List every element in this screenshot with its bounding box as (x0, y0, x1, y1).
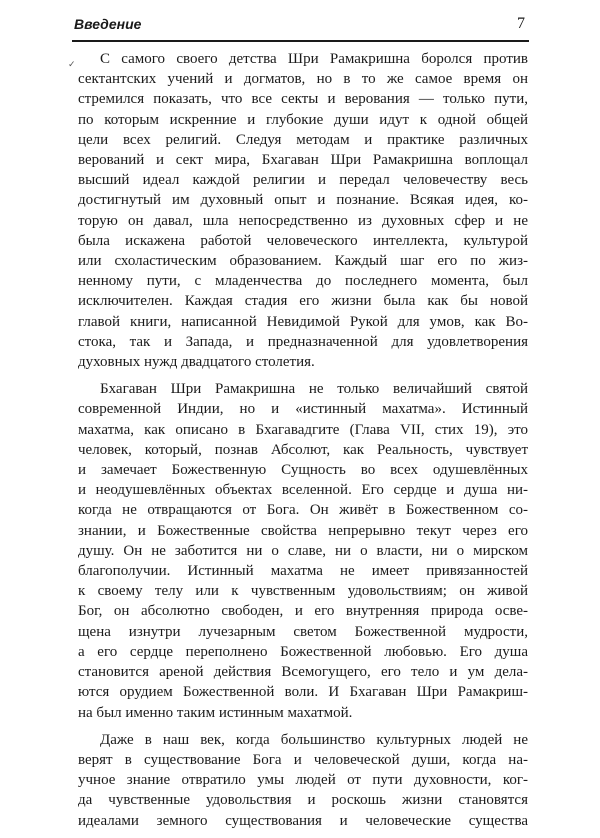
text-line: торую он давал, шла непосредственно из духовных сфер и не (78, 212, 528, 229)
text-line: стремился показать, что все секты и верования — только пути, (78, 91, 528, 108)
text-line: человек, который, познав Абсолют, как Реальность, чувствует (78, 441, 528, 458)
text-line: и замечает Божественную Сущность во всех одушевлённых (78, 462, 528, 479)
text-line: благополучии. Истинный махатма не имеет привязанностей (78, 563, 528, 580)
text-line: становится ареной действия Всемогущего, его тело и ум делa- (78, 664, 528, 681)
text-line: знании, и Божественные свойства непрерывно текут через его (78, 522, 528, 539)
paragraph-2 (78, 379, 528, 722)
text-line: верований и сект мира, Бхагаван Шри Рамакришна воплощал (78, 152, 528, 169)
text-line: к своему телу или к чувственным удовольствиям; он живой (78, 583, 528, 600)
text-line: а его сердце переполнено Божественной любовью. Его душа (78, 643, 528, 660)
text-line: Бог, он абсолютно свободен, и его внутренняя природа осве- (78, 603, 528, 620)
text-line: ются орудием Божественной воли. И Бхагаван Шри Рамакриш- (78, 684, 528, 701)
text-line: С самого своего детства Шри Рамакришна боролся против (100, 51, 528, 67)
text-line: махатма, как описано в Бхагавадгите (Глава VII, стих 19), это (78, 421, 528, 438)
text-line: духовных нужд двадцатого столетия. (78, 354, 315, 371)
text-line: достигнутый им духовный опыт и познание. Всякая идея, ко- (78, 192, 528, 209)
margin-check-mark: ✓ (68, 60, 76, 70)
text-line: Даже в наш век, когда большинство культурных людей не (100, 731, 528, 748)
text-line: сектантских учений и догматов, но в то же самое время он (78, 71, 528, 88)
text-line: цели всех религий. Следуя методам и практике различных (78, 131, 528, 148)
text-line: высший идеал каждой религии и передал человечеству весь (78, 172, 528, 189)
text-line: учное знание отвратило умы людей от пути духовности, ког- (78, 772, 528, 789)
text-line: Бхагаван Шри Рамакришна не только величайший святой (100, 381, 528, 398)
text-line: была искажена работой человеческого интеллекта, культурой (78, 232, 528, 249)
paragraph-1 (78, 49, 528, 372)
chapter-title: Введение (74, 16, 142, 32)
text-line: ненному пути, с младенчества до последнего момента, был (78, 273, 528, 290)
running-header (72, 14, 529, 42)
body-text (78, 49, 528, 838)
text-line: современной Индии, но и «истинный махатма». Истинный (78, 401, 528, 418)
text-line: и неодушевлённых объектах вселенной. Его сердце и душа ни- (78, 482, 528, 499)
text-line: душу. Он не заботится ни о славе, ни о власти, ни о мирском (78, 542, 528, 559)
page-number: 7 (517, 15, 525, 32)
text-line: верят в существование Бога и человеческой души, когда на- (78, 751, 528, 768)
text-line: главой книги, написанной Невидимой Рукой для умов, как Во- (78, 313, 528, 330)
text-line: стока, так и Запада, и предназначенной для удовлетворения (78, 333, 528, 350)
text-line: когда не отвращаются от Бога. Он живёт в Божественном со- (78, 502, 528, 519)
text-line: на был именно таким истинным махатмой. (78, 704, 353, 721)
text-line: исключителен. Каждая стадия его жизни была как бы новой (78, 293, 528, 310)
text-line: щена изнутри лучезарным светом Божественной мудрости, (78, 623, 528, 640)
text-line: по которым искренние и глубокие души идут к одной общей (78, 111, 528, 128)
paragraph-3 (78, 730, 528, 831)
text-line: да чувственные удовольствия и роскошь жизни становятся (78, 792, 528, 809)
text-line: идеалами земного существования и человеческие существа (78, 812, 528, 829)
text-line: или схоластическим образованием. Каждый шаг его по жиз- (78, 253, 528, 270)
